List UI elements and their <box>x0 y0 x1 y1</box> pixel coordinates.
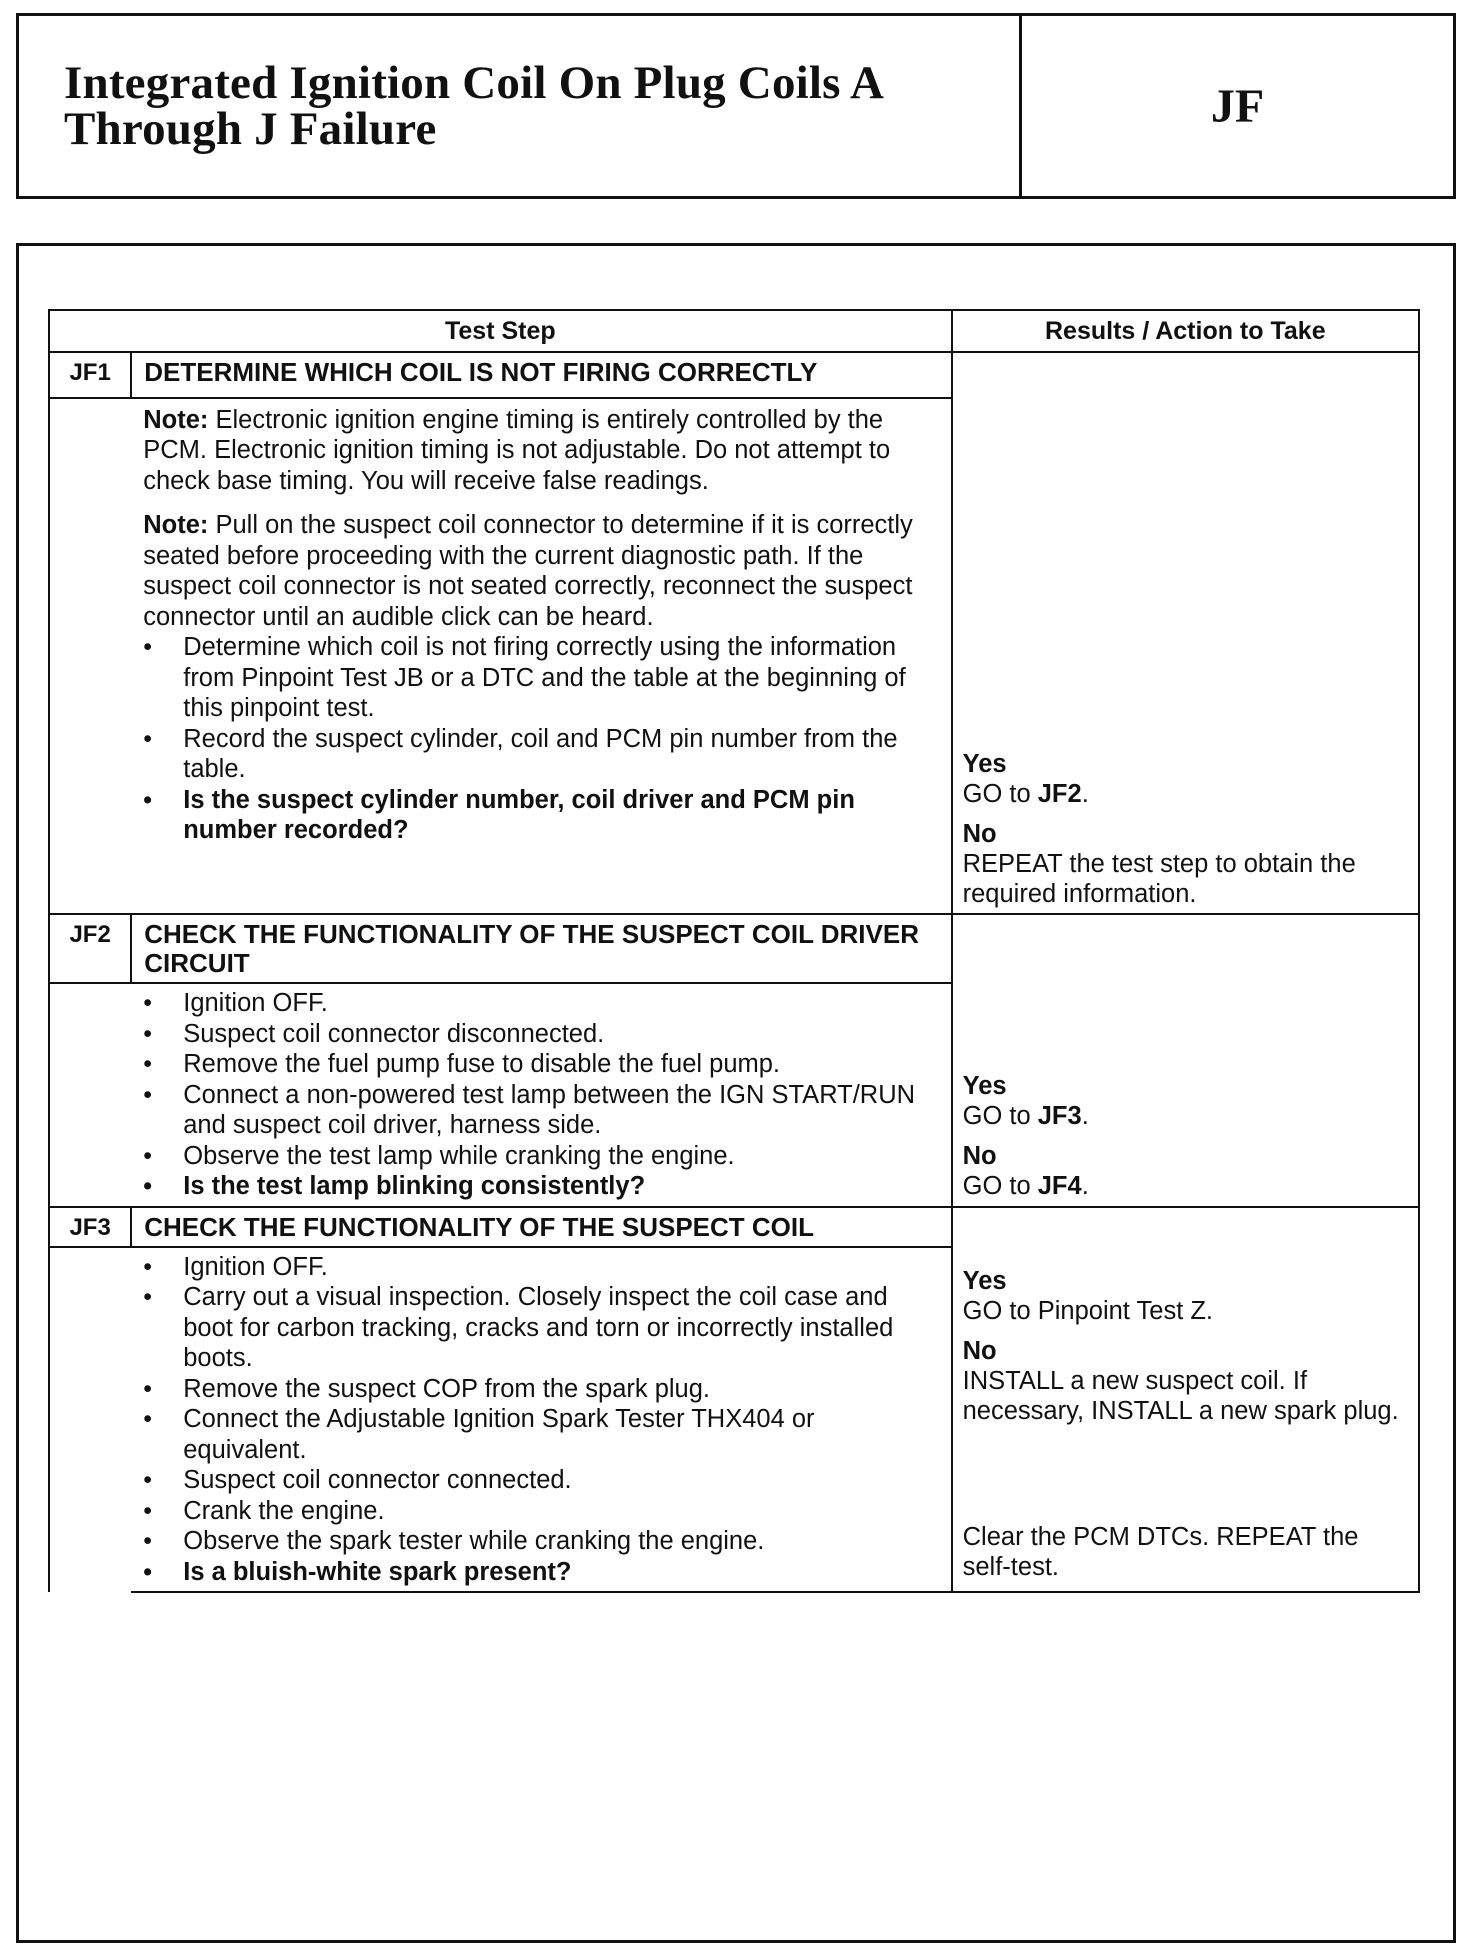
list-item: • Remove the suspect COP from the spark plug. <box>143 1374 930 1405</box>
result-yes-label: Yes <box>962 750 1007 778</box>
step-id: JF2 <box>49 914 131 983</box>
step-reference: JF4 <box>1037 1172 1082 1200</box>
step-id: JF3 <box>49 1207 131 1247</box>
page-title <box>64 57 885 155</box>
list-item: • Record the suspect cylinder, coil and PCM pin number from the table. <box>143 724 930 785</box>
list-item: • Carry out a visual inspection. Closely inspect the coil case and boot for carbon tracking, cracks and torn or incorrectly installed boots. <box>143 1282 930 1374</box>
header-title-box <box>19 16 1022 196</box>
step-id: JF1 <box>49 352 131 398</box>
result-yes-action: GO to JF3. <box>962 1102 1089 1130</box>
list-item: • Ignition OFF. <box>143 988 930 1019</box>
list-item: • Observe the spark tester while cranking the engine. <box>143 1526 930 1557</box>
list-item: • Connect the Adjustable Ignition Spark Tester THX404 or equivalent. <box>143 1404 930 1465</box>
result-yes-action: GO to Pinpoint Test Z. <box>962 1296 1214 1325</box>
step-jf2-title-row <box>49 914 1419 983</box>
step-jf1-title-row <box>49 352 1419 398</box>
step-jf3-body <box>131 1247 951 1593</box>
question-item: • Is the suspect cylinder number, coil driver and PCM pin number recorded? <box>143 785 930 846</box>
list-item: • Suspect coil connector connected. <box>143 1465 930 1496</box>
result-no-action: GO to JF4. <box>962 1172 1089 1200</box>
result-no-label: No <box>962 1336 997 1365</box>
section-code: JF <box>1210 79 1265 133</box>
table-header-row <box>49 310 1419 352</box>
note: Note: Pull on the suspect coil connector to determine if it is correctly seated before proceeding with the current diagnostic path. If the suspect coil connector is not seated correctly, reconnect the suspect connector until an audible click can be heard. <box>143 511 913 631</box>
step-jf2-results <box>952 914 1419 1207</box>
col-header-test-step: Test Step <box>49 310 952 352</box>
step-reference: JF2 <box>1037 780 1082 808</box>
page-title-line-2: Through J Failure <box>64 103 437 155</box>
step-jf1-results <box>952 352 1419 914</box>
list-item: • Ignition OFF. <box>143 1252 930 1283</box>
result-no-action: REPEAT the test step to obtain the required information. <box>962 850 1356 908</box>
question-item: • Is a bluish-white spark present? <box>143 1557 930 1588</box>
step-reference: JF3 <box>1037 1102 1082 1130</box>
step-jf3-title-row <box>49 1207 1419 1247</box>
result-no-action: INSTALL a new suspect coil. If necessary, INSTALL a new spark plug. <box>962 1366 1399 1425</box>
question-item: • Is the test lamp blinking consistently? <box>143 1171 930 1202</box>
step-jf3-results <box>952 1207 1419 1593</box>
step-bullets <box>143 988 930 1202</box>
note: Note: Electronic ignition engine timing is entirely controlled by the PCM. Electronic ignition timing is not adjustable. Do not attempt to check base timing. You will receive false readings. <box>143 405 891 495</box>
step-title: DETERMINE WHICH COIL IS NOT FIRING CORRECTLY <box>131 352 951 398</box>
step-title: CHECK THE FUNCTIONALITY OF THE SUSPECT COIL DRIVER CIRCUIT <box>131 914 951 983</box>
pinpoint-test-table <box>48 309 1420 1593</box>
step-jf2-body <box>131 983 951 1207</box>
result-no-label: No <box>962 820 997 848</box>
result-no-label: No <box>962 1142 997 1170</box>
step-bullets <box>143 1252 930 1588</box>
list-item: • Suspect coil connector disconnected. <box>143 1019 930 1050</box>
page-header <box>16 13 1456 199</box>
result-yes-action: GO to JF2. <box>962 780 1089 808</box>
list-item: • Crank the engine. <box>143 1496 930 1527</box>
page-title-line-1: Integrated Ignition Coil On Plug Coils A <box>64 57 885 109</box>
list-item: • Remove the fuel pump fuse to disable the fuel pump. <box>143 1049 930 1080</box>
list-item: • Connect a non-powered test lamp between the IGN START/RUN and suspect coil driver, harness side. <box>143 1080 930 1141</box>
result-yes-label: Yes <box>962 1072 1007 1100</box>
list-item: • Determine which coil is not firing correctly using the information from Pinpoint Test JB or a DTC and the table at the beginning of this pinpoint test. <box>143 632 930 724</box>
step-title: CHECK THE FUNCTIONALITY OF THE SUSPECT COIL <box>131 1207 951 1247</box>
result-yes-label: Yes <box>962 1266 1007 1295</box>
step-jf1-body <box>131 398 951 914</box>
list-item: • Observe the test lamp while cranking the engine. <box>143 1141 930 1172</box>
step-bullets <box>143 632 930 846</box>
col-header-results: Results / Action to Take <box>952 310 1419 352</box>
result-footer-note: Clear the PCM DTCs. REPEAT the self-test. <box>962 1522 1359 1581</box>
